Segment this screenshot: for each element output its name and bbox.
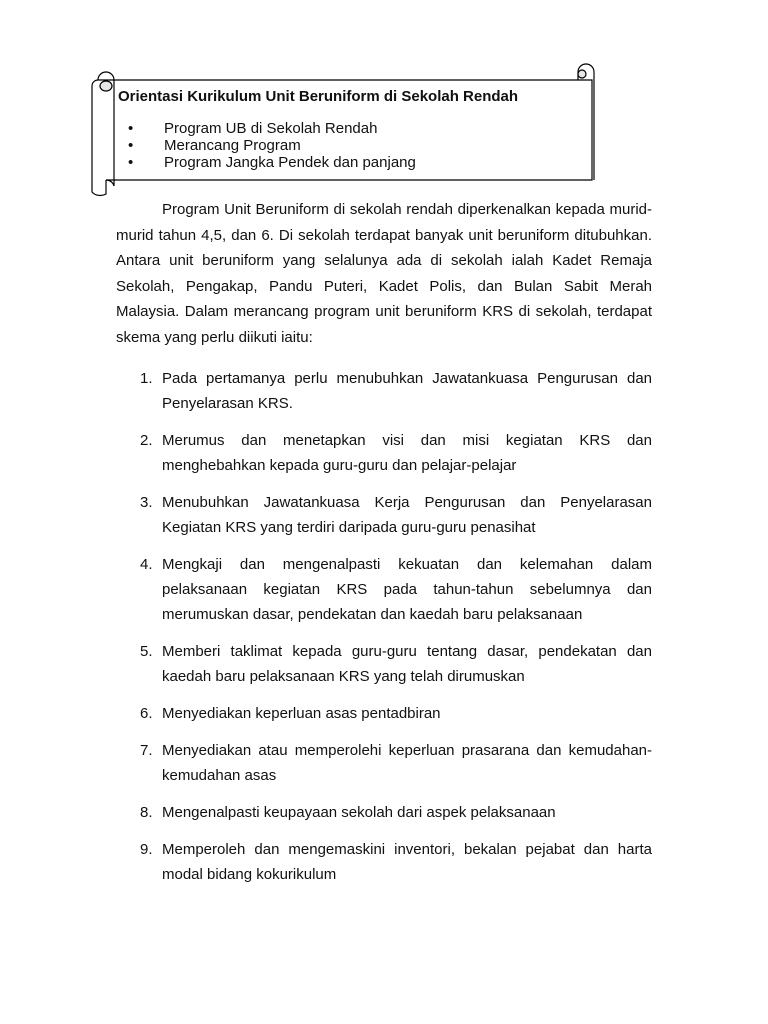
- list-number: 5.: [140, 642, 153, 660]
- list-item-text: Menubuhkan Jawatankuasa Kerja Pengurusan dan Penyelarasan Kegiatan KRS yang terdiri daripada guru-guru penasihat: [162, 493, 652, 536]
- scroll-banner: [84, 60, 600, 200]
- list-item: [116, 366, 652, 416]
- list-number: 3.: [140, 493, 153, 511]
- list-number: 8.: [140, 803, 153, 821]
- list-item: [116, 837, 652, 887]
- scroll-bullet-list: [118, 120, 588, 171]
- list-item-text: Menyediakan atau memperolehi keperluan prasarana dan kemudahan-kemudahan asas: [162, 741, 652, 784]
- list-item: [116, 639, 652, 689]
- list-number: 1.: [140, 369, 153, 387]
- list-item: [116, 552, 652, 627]
- steps-list: [116, 366, 652, 887]
- list-number: 6.: [140, 704, 153, 722]
- list-item-text: Mengenalpasti keupayaan sekolah dari aspek pelaksanaan: [162, 803, 556, 821]
- list-number: 2.: [140, 431, 153, 449]
- list-item: • Program Jangka Pendek dan panjang: [128, 154, 588, 171]
- list-item: • Merancang Program: [128, 137, 588, 154]
- list-item-text: Memberi taklimat kepada guru-guru tentang dasar, pendekatan dan kaedah baru pelaksanaan KRS yang telah dirumuskan: [162, 642, 652, 685]
- intro-paragraph: Program Unit Beruniform di sekolah rendah diperkenalkan kepada murid-murid tahun 4,5, dan 6. Di sekolah terdapat banyak unit beruniform ditubuhkan. Antara unit beruniform yang selalunya ada di sekolah ialah Kadet Remaja Sekolah, Pengakap, Pandu Puteri, Kadet Polis, dan Bulan Sabit Merah Malaysia. Dalam merancang program unit beruniform KRS di sekolah, terdapat skema yang perlu diikuti iaitu:: [116, 201, 652, 346]
- list-number: 4.: [140, 555, 153, 573]
- list-item: [116, 701, 652, 726]
- list-item: • Program UB di Sekolah Rendah: [128, 120, 588, 137]
- scroll-title: Orientasi Kurikulum Unit Beruniform di Sekolah Rendah: [118, 88, 519, 105]
- list-item-text: Mengkaji dan mengenalpasti kekuatan dan kelemahan dalam pelaksanaan kegiatan KRS pada tahun-tahun sebelumnya dan merumuskan dasar, pendekatan dan kaedah baru pelaksanaan: [162, 555, 652, 623]
- list-item: [116, 738, 652, 788]
- list-item-text: Pada pertamanya perlu menubuhkan Jawatankuasa Pengurusan dan Penyelarasan KRS.: [162, 369, 652, 412]
- list-number: 7.: [140, 741, 153, 759]
- list-item: [116, 800, 652, 825]
- list-item-text: Memperoleh dan mengemaskini inventori, bekalan pejabat dan harta modal bidang kokurikulum: [162, 840, 652, 883]
- list-number: 9.: [140, 840, 153, 858]
- document-body: [116, 197, 652, 899]
- list-item: [116, 428, 652, 478]
- list-item: [116, 490, 652, 540]
- list-item-text: Menyediakan keperluan asas pentadbiran: [162, 704, 441, 722]
- list-item-text: Merumus dan menetapkan visi dan misi kegiatan KRS dan menghebahkan kepada guru-guru dan pelajar-pelajar: [162, 431, 652, 474]
